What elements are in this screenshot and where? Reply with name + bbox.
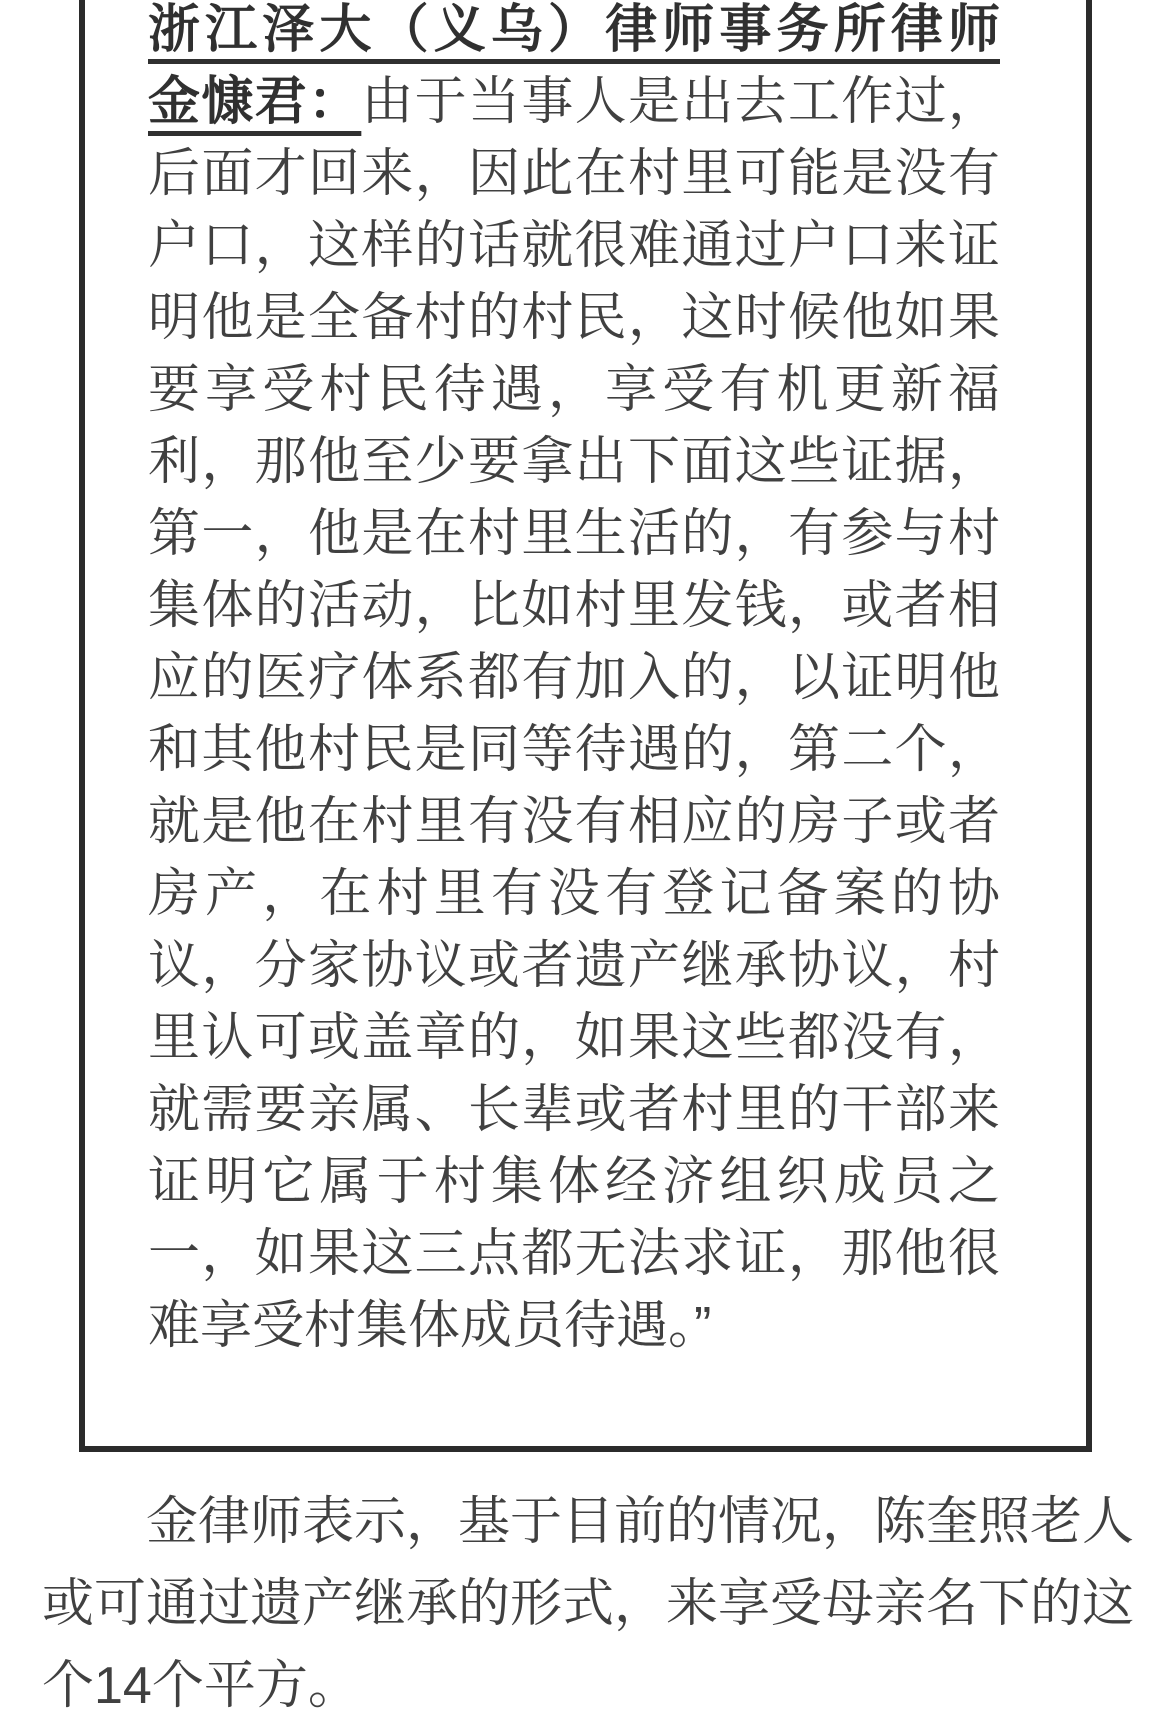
quote-line-text: 户口，这样的话就很难通过户口来证 <box>148 217 1000 275</box>
paragraph-line <box>42 1481 1135 1563</box>
quote-line <box>148 426 1000 498</box>
paragraph-line-text: 金律师表示，基于目前的情况，陈奎照老人 <box>42 1493 1135 1551</box>
quote-line <box>148 786 1000 858</box>
paragraph-line <box>42 1563 1135 1645</box>
quote-line <box>148 282 1000 354</box>
quote-line-text: 和其他村民是同等待遇的，第二个， <box>148 721 1000 779</box>
quote-line <box>148 354 1000 426</box>
quote-line <box>148 1218 1000 1290</box>
quote-line <box>148 642 1000 714</box>
quote-line-text: 要享受村民待遇，享受有机更新福 <box>148 361 1000 419</box>
quote-line-text: 房产，在村里有没有登记备案的协 <box>148 865 1000 923</box>
quote-line-text: 一，如果这三点都无法求证，那他很 <box>148 1225 1000 1283</box>
quote-line <box>148 1074 1000 1146</box>
quote-line-text: 难享受村集体成员待遇。” <box>148 1297 712 1355</box>
quote-line-text: 第一，他是在村里生活的，有参与村 <box>148 505 1000 563</box>
quote-line <box>148 210 1000 282</box>
closing-paragraph <box>42 1481 1135 1716</box>
quote-line-text: 集体的活动，比如村里发钱，或者相 <box>148 577 1000 635</box>
quote-line <box>148 0 1000 66</box>
quote-line <box>148 138 1000 210</box>
quote-line-text: 就是他在村里有没有相应的房子或者 <box>148 793 1000 851</box>
quote-line-text: 由于当事人是出去工作过， <box>361 73 1000 131</box>
quote-line-text: 后面才回来，因此在村里可能是没有 <box>148 145 1000 203</box>
quote-line-text: 利，那他至少要拿出下面这些证据， <box>148 433 1000 491</box>
lawyer-quote-box <box>79 0 1092 1452</box>
paragraph-line <box>42 1645 1128 1716</box>
quote-line <box>148 498 1000 570</box>
paragraph-line-text: 或可通过遗产继承的形式，来享受母亲名下的这 <box>42 1575 1135 1633</box>
quote-line-text: 里认可或盖章的，如果这些都没有， <box>148 1009 1000 1067</box>
quote-line-text: 议，分家协议或者遗产继承协议，村 <box>148 937 1000 995</box>
paragraph-line-text: 个14个平方。 <box>42 1657 360 1715</box>
lawyer-name-bold: 浙江泽大（义乌）律师事务所律师 <box>148 1 1000 59</box>
quote-line <box>148 1002 1000 1074</box>
quote-line <box>148 1146 1000 1218</box>
quote-line <box>148 858 1000 930</box>
lawyer-name-bold: 金慷君： <box>148 73 362 131</box>
quote-line <box>148 714 1000 786</box>
quote-line <box>148 570 1000 642</box>
quote-line-text: 应的医疗体系都有加入的，以证明他 <box>148 649 1000 707</box>
quote-line <box>148 930 1000 1002</box>
quote-text <box>148 0 1000 1362</box>
quote-line <box>148 66 1000 138</box>
quote-line-text: 就需要亲属、长辈或者村里的干部来 <box>148 1081 1000 1139</box>
quote-line <box>148 1290 1000 1362</box>
quote-line-text: 证明它属于村集体经济组织成员之 <box>148 1153 1000 1211</box>
quote-line-text: 明他是全备村的村民，这时候他如果 <box>148 289 1000 347</box>
